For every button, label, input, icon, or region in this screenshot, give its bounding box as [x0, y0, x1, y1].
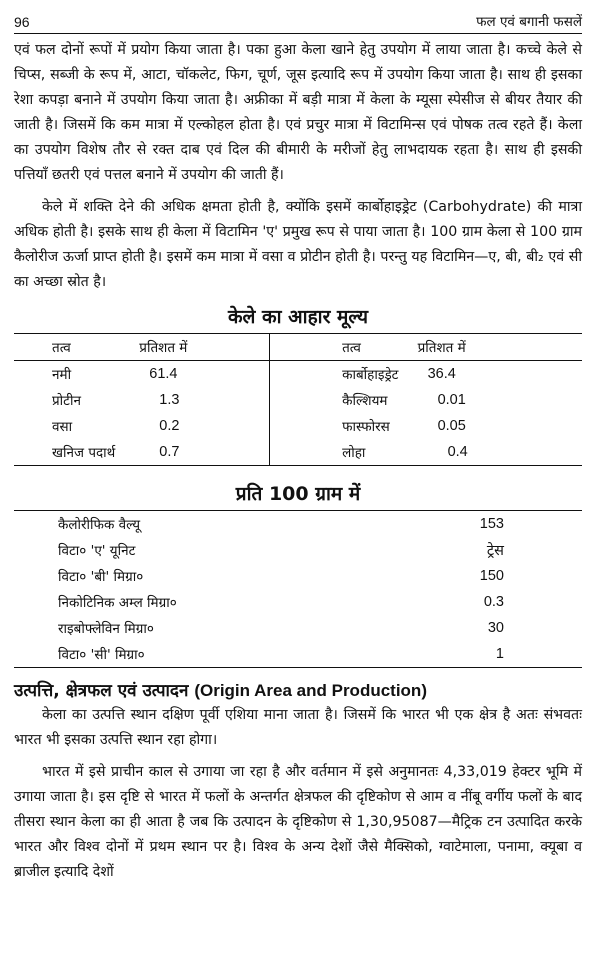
cell: कैल्शियम: [342, 393, 388, 409]
section-heading-hindi: उत्पत्ति, क्षेत्रफल एवं उत्पादन: [14, 681, 189, 701]
cell: 30: [487, 620, 504, 636]
nutrition-table: [14, 333, 582, 466]
paragraph-uses: एवं फल दोनों रूपों में प्रयोग किया जाता है। पका हुआ केला खाने हेतु उपयोग में लाया जाता है। कच्चे केले से चिप्स, सब्जी के रूप में, आटा, चॉकलेट, फिग, चूर्ण, जूस इत्यादि रूप में उपयोग किया जाता है। साथ ही इसका रेशा कपड़ा बनाने में उपयोग किया जाता है। अफ्रीका में बड़ी मात्रा में केला के म्यूसा स्पेसीज से बीयर तैयार की जाती है। जिसमें कि कम मात्रा में एल्कोहल होता है। एवं प्रचुर मात्रा में विटामिन्स एवं पोषक तत्व रहते हैं। केला का उपयोग विशेष तौर से रक्त दाब एवं दिल की बीमारी के मरीजों हेतु लाभदायक रहता है। साथ ही इसकी पत्तियाँ छतरी एवं पत्तल बनाने में उपयोग की जाती हैं।: [14, 42, 582, 183]
cell: राइबोफ्लेविन मिग्रा०: [58, 621, 154, 637]
table-row: [14, 439, 582, 466]
cell: खनिज पदार्थ: [14, 439, 133, 466]
cell: निकोटिनिक अम्ल मिग्रा०: [58, 595, 177, 611]
cell: विटा० 'ए' यूनिट: [58, 543, 136, 559]
col-header: तत्व: [14, 334, 133, 361]
cell: प्रोटीन: [52, 393, 81, 409]
cell: विटा० 'बी' मिग्रा०: [58, 569, 144, 585]
cell: 36.4: [427, 366, 456, 382]
table-row: [14, 641, 582, 668]
table-row: [14, 563, 582, 589]
section-heading-english: (Origin Area and Production): [194, 681, 427, 700]
cell: फास्फोरस: [342, 419, 390, 435]
section-heading: [14, 678, 582, 701]
table-row: [14, 589, 582, 615]
running-header: [14, 0, 582, 34]
cell: वसा: [52, 419, 73, 435]
cell: ट्रेस: [486, 543, 504, 559]
book-title: फल एवं बगानी फसलें: [476, 14, 582, 30]
col-header: प्रतिशत में: [133, 334, 269, 361]
cell: 0.7: [133, 439, 269, 466]
cell: लोहा: [270, 439, 412, 466]
table-row: [14, 361, 582, 388]
col-header: प्रतिशत में: [412, 334, 582, 361]
per100-table-title: प्रति 100 ग्राम में: [235, 483, 361, 505]
paragraph-area-production: भारत में इसे प्राचीन काल से उगाया जा रहा है और वर्तमान में इसे अनुमानतः 4,33,019 हेक्टर भूमि में उगाया जाता है। इस दृष्टि से भारत में फलों के अन्तर्गत क्षेत्रफल की दृष्टिकोण से आम व नींबू वर्गीय फलों के बाद तीसरा स्थान केला का ही आता है जब कि उत्पादन के दृष्टिकोण से 1,30,95087—मैट्रिक टन उत्पादित करके भारत और विश्व दोनों में प्रथम स्थान पर है। विश्व के अन्य देशों जैसे मैक्सिको, ग्वाटेमाला, पनामा, क्यूबा व ब्राजील इत्यादि देशों: [14, 764, 582, 880]
cell: 0.05: [437, 418, 466, 434]
cell: 61.4: [133, 361, 269, 388]
table-row: [14, 615, 582, 641]
cell: नमी: [52, 367, 72, 383]
paragraph-nutrition: केले में शक्ति देने की अधिक क्षमता होती है, क्योंकि इसमें कार्बोहाइड्रेट (Carbohydrate) की मात्रा अधिक होती है। इसके साथ ही केला में विटामिन 'ए' प्रमुख रूप से पाया जाता है। 100 ग्राम केला से 100 ग्राम कैलोरीज ऊर्जा प्राप्त होती है। इसमें कम मात्रा में वसा व प्रोटीन होती है। परन्तु यह विटामिन—ए, बी, बी₂ एवं सी का अच्छा स्रोत है।: [14, 199, 582, 290]
cell: 0.3: [483, 594, 504, 610]
per100-table: [14, 510, 582, 668]
cell: 153: [479, 516, 504, 532]
paragraph-origin: केला का उत्पत्ति स्थान दक्षिण पूर्वी एशिया माना जाता है। जिसमें कि भारत भी एक क्षेत्र है अतः संभवतः भारत भी इसका उत्पत्ति स्थान रहा होगा।: [14, 707, 582, 748]
cell: विटा० 'सी' मिग्रा०: [58, 647, 145, 663]
cell: कैलोरीफिक वैल्यू: [58, 517, 141, 533]
cell: 150: [479, 568, 504, 584]
table-row: [14, 537, 582, 563]
cell: 1.3: [133, 387, 269, 413]
table-row: [14, 511, 582, 538]
cell: 0.01: [437, 392, 466, 408]
table-row: [14, 413, 582, 439]
cell: 1: [495, 646, 504, 662]
nutrition-table-title: केले का आहार मूल्य: [227, 306, 369, 328]
cell: 0.4: [412, 439, 582, 466]
table-row: [14, 387, 582, 413]
col-header: तत्व: [270, 334, 412, 361]
cell: कार्बोहाइड्रेट: [342, 367, 399, 383]
cell: 0.2: [133, 413, 269, 439]
page-number: 96: [14, 14, 30, 30]
